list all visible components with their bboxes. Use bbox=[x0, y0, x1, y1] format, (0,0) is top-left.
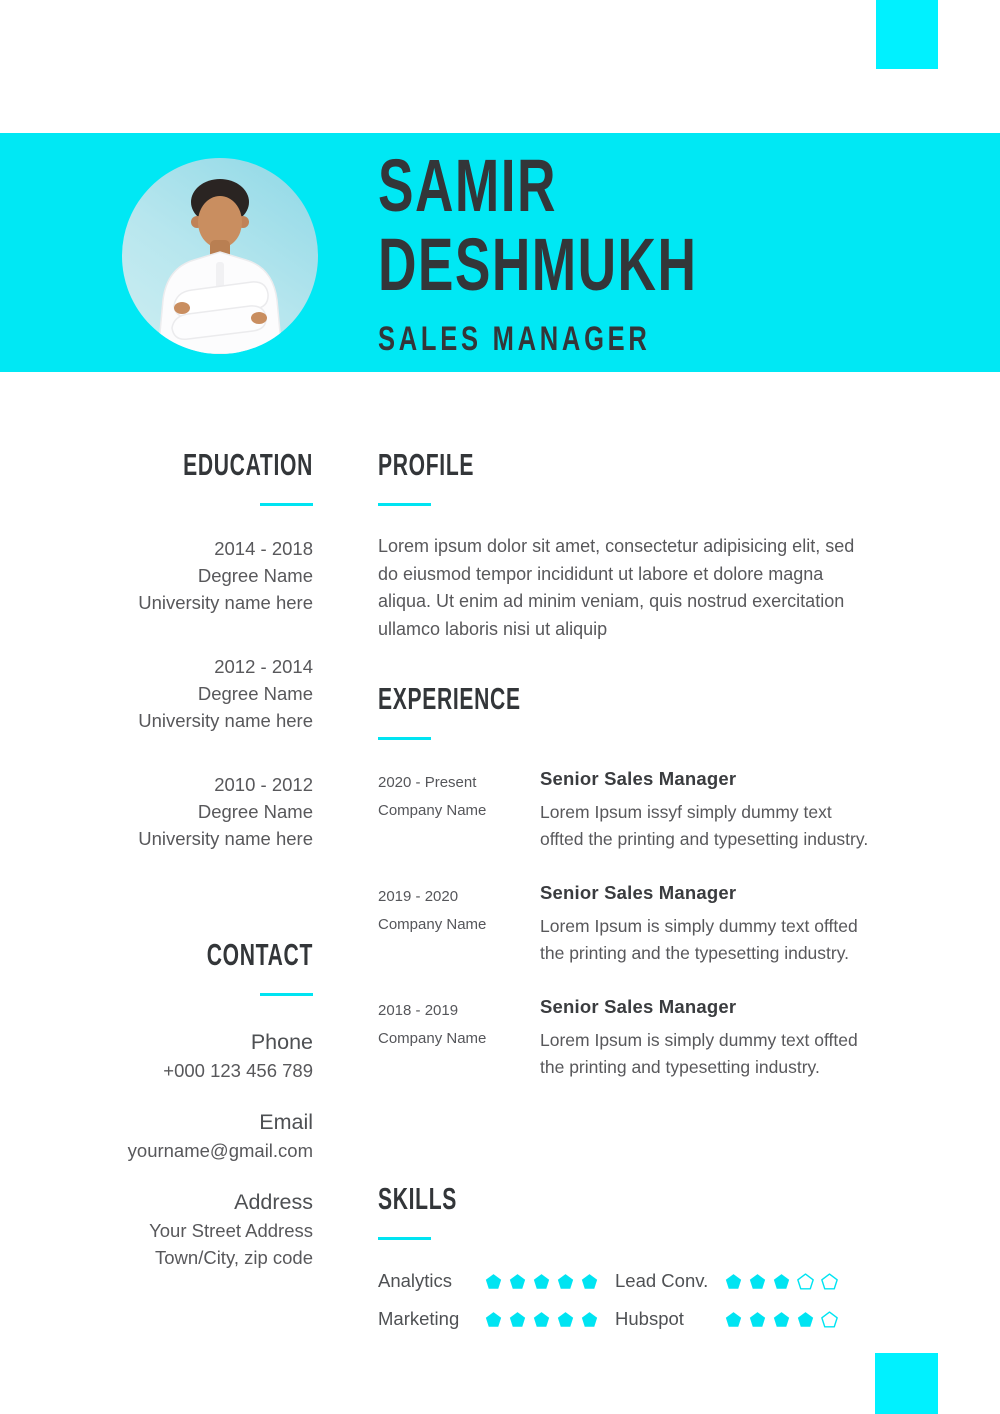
education-heading: EDUCATION bbox=[183, 447, 313, 482]
education-entry bbox=[0, 535, 313, 616]
phone-label: Phone bbox=[250, 1030, 313, 1054]
pentagon-filled-icon bbox=[533, 1311, 550, 1328]
address-line-1: Your Street Address bbox=[149, 1220, 313, 1241]
skills-underline bbox=[378, 1237, 431, 1240]
pentagon-outline-icon bbox=[821, 1311, 838, 1328]
experience-meta bbox=[378, 880, 540, 967]
phone-value: +000 123 456 789 bbox=[163, 1060, 313, 1081]
education-years: 2014 - 2018 bbox=[214, 538, 313, 559]
pentagon-filled-icon bbox=[557, 1273, 574, 1290]
pentagon-filled-icon bbox=[773, 1311, 790, 1328]
profile-heading: PROFILE bbox=[378, 447, 475, 482]
contact-heading: CONTACT bbox=[206, 937, 313, 972]
experience-company: Company Name bbox=[378, 916, 487, 933]
experience-body: Lorem Ipsum is simply dummy text offted the printing and the typesetting industry. bbox=[540, 916, 858, 963]
pentagon-outline-icon bbox=[797, 1273, 814, 1290]
pentagon-filled-icon bbox=[485, 1311, 502, 1328]
education-school: University name here bbox=[138, 828, 313, 849]
experience-body: Lorem Ipsum issyf simply dummy text offted the printing and typesetting industry. bbox=[540, 802, 869, 849]
experience-entry bbox=[378, 880, 880, 967]
bottom-accent-square bbox=[875, 1353, 938, 1414]
contact-list bbox=[0, 1027, 313, 1271]
name-line-2: DESHMUKH bbox=[378, 223, 698, 306]
name-line-1: SAMIR bbox=[378, 144, 557, 227]
skill-name: Marketing bbox=[378, 1308, 460, 1329]
pentagon-filled-icon bbox=[797, 1311, 814, 1328]
address-label: Address bbox=[234, 1190, 313, 1214]
pentagon-filled-icon bbox=[557, 1311, 574, 1328]
skill-rating bbox=[725, 1311, 880, 1328]
pentagon-filled-icon bbox=[509, 1273, 526, 1290]
pentagon-filled-icon bbox=[485, 1273, 502, 1290]
education-section bbox=[0, 448, 313, 889]
pentagon-filled-icon bbox=[725, 1311, 742, 1328]
contact-address-group bbox=[0, 1187, 313, 1271]
skill-name: Hubspot bbox=[615, 1308, 684, 1329]
contact-phone-group bbox=[0, 1027, 313, 1084]
email-value: yourname@gmail.com bbox=[127, 1140, 313, 1161]
pentagon-filled-icon bbox=[581, 1273, 598, 1290]
pentagon-filled-icon bbox=[749, 1273, 766, 1290]
education-years: 2012 - 2014 bbox=[214, 656, 313, 677]
role-title: SALES MANAGER bbox=[378, 320, 651, 358]
experience-underline bbox=[378, 737, 431, 740]
pentagon-outline-icon bbox=[821, 1273, 838, 1290]
experience-title: Senior Sales Manager bbox=[540, 996, 737, 1017]
education-entry bbox=[0, 653, 313, 734]
experience-detail bbox=[540, 766, 880, 853]
pentagon-filled-icon bbox=[749, 1311, 766, 1328]
education-list bbox=[0, 535, 313, 852]
skill-name: Lead Conv. bbox=[615, 1270, 709, 1291]
education-school: University name here bbox=[138, 710, 313, 731]
contact-section bbox=[0, 938, 313, 1294]
name-block bbox=[378, 146, 822, 359]
experience-detail bbox=[540, 880, 880, 967]
address-line-2: Town/City, zip code bbox=[155, 1247, 313, 1268]
experience-meta bbox=[378, 994, 540, 1081]
skills-heading: SKILLS bbox=[378, 1181, 458, 1216]
pentagon-filled-icon bbox=[509, 1311, 526, 1328]
skill-rating bbox=[485, 1311, 615, 1328]
education-degree: Degree Name bbox=[197, 683, 313, 704]
skills-grid bbox=[378, 1270, 880, 1330]
experience-period: 2019 - 2020 bbox=[378, 888, 459, 905]
profile-text: Lorem ipsum dolor sit amet, consectetur adipisicing elit, sed do eiusmod tempor incididunt ut labore et dolore magna aliqua. Ut enim ad minim veniam, quis nostrud exercitation ullamco laboris nisi ut aliquip bbox=[378, 536, 855, 639]
header-band bbox=[0, 133, 1000, 372]
experience-company: Company Name bbox=[378, 1030, 487, 1047]
skills-section bbox=[378, 1182, 880, 1330]
education-entry bbox=[0, 771, 313, 852]
experience-heading: EXPERIENCE bbox=[378, 681, 521, 716]
experience-title: Senior Sales Manager bbox=[540, 768, 737, 789]
education-degree: Degree Name bbox=[197, 801, 313, 822]
top-accent-square bbox=[876, 0, 938, 69]
email-label: Email bbox=[259, 1110, 313, 1134]
education-years: 2010 - 2012 bbox=[214, 774, 313, 795]
contact-email-group bbox=[0, 1107, 313, 1164]
experience-detail bbox=[540, 994, 880, 1081]
education-underline bbox=[260, 503, 313, 506]
experience-body: Lorem Ipsum is simply dummy text offted the printing and typesetting industry. bbox=[540, 1030, 858, 1077]
pentagon-filled-icon bbox=[725, 1273, 742, 1290]
experience-title: Senior Sales Manager bbox=[540, 882, 737, 903]
education-school: University name here bbox=[138, 592, 313, 613]
skill-rating bbox=[725, 1273, 880, 1290]
experience-entry bbox=[378, 766, 880, 853]
profile-underline bbox=[378, 503, 431, 506]
pentagon-filled-icon bbox=[533, 1273, 550, 1290]
experience-section bbox=[378, 682, 880, 1108]
education-degree: Degree Name bbox=[197, 565, 313, 586]
experience-period: 2018 - 2019 bbox=[378, 1002, 459, 1019]
profile-photo bbox=[122, 158, 318, 354]
experience-list bbox=[378, 766, 880, 1081]
pentagon-filled-icon bbox=[773, 1273, 790, 1290]
contact-underline bbox=[260, 993, 313, 996]
experience-company: Company Name bbox=[378, 802, 487, 819]
skill-rating bbox=[485, 1273, 615, 1290]
experience-entry bbox=[378, 994, 880, 1081]
experience-meta bbox=[378, 766, 540, 853]
skill-name: Analytics bbox=[378, 1270, 453, 1291]
experience-period: 2020 - Present bbox=[378, 774, 477, 791]
profile-section bbox=[378, 448, 880, 643]
pentagon-filled-icon bbox=[581, 1311, 598, 1328]
person-icon bbox=[122, 158, 318, 354]
